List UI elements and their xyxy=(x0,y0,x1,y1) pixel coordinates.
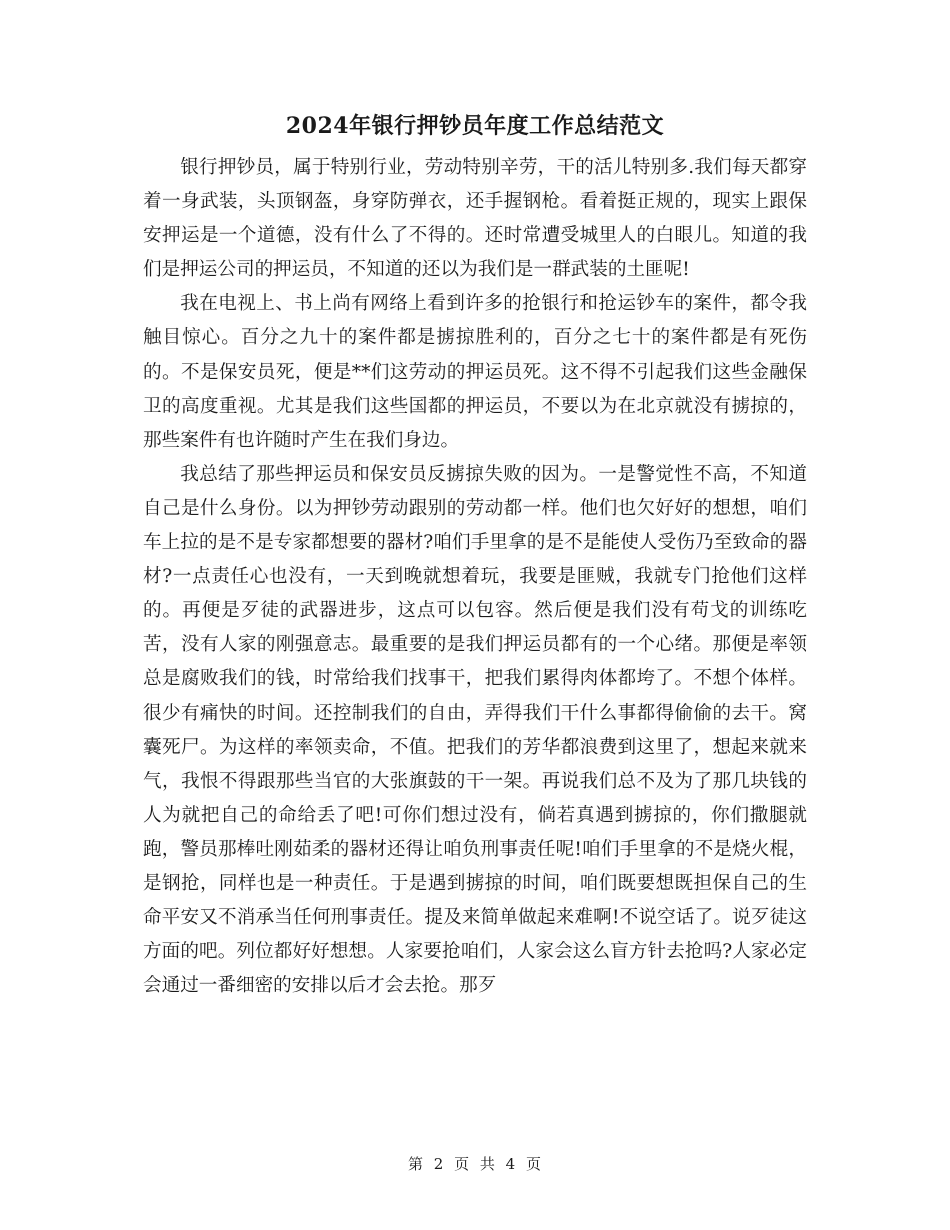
page-number-footer: 第 2 页 共 4 页 xyxy=(408,1155,542,1173)
document-body xyxy=(143,151,807,1003)
paragraph-3: 我总结了那些押运员和保安员反掳掠失败的因为。一是警觉性不高，不知道自己是什么身份。以为押钞劳动跟别的劳动都一样。他们也欠好好的想想，咱们车上拉的是不是专家都想要的器材?咱们手里拿的是不是能使人受伤乃至致命的器材?一点责任心也没有，一天到晚就想着玩，我要是匪贼，我就专门抢他们这样的。再便是歹徒的武器进步，这点可以包容。然后便是我们没有苟戈的训练吃苦，没有人家的刚强意志。最重要的是我们押运员都有的一个心绪。那便是率领总是腐败我们的钱，时常给我们找事干，把我们累得肉体都垮了。不想个体样。很少有痛快的时间。还控制我们的自由，弄得我们干什么事都得偷偷的去干。窝囊死尸。为这样的率领卖命，不值。把我们的芳华都浪费到这里了，想起来就来气，我恨不得跟那些当官的大张旗鼓的干一架。再说我们总不及为了那几块钱的人为就把自己的命给丢了吧!可你们想过没有，倘若真遇到掳掠的，你们撒腿就跑，警员那棒吐刚茹柔的器材还得让咱负刑事责任呢!咱们手里拿的不是烧火棍，是钢抢，同样也是一种责任。于是遇到掳掠的时间，咱们既要想既担保自己的生命平安又不消承当任何刑事责任。提及来简单做起来难啊!不说空话了。说歹徒这方面的吧。列位都好好想想。人家要抢咱们，人家会这么盲方针去抢吗?人家必定会通过一番细密的安排以后才会去抢。那歹 xyxy=(143,463,807,997)
document-title: 2024年银行押钞员年度工作总结范文 xyxy=(285,113,665,139)
paragraph-2: 我在电视上、书上尚有网络上看到许多的抢银行和抢运钞车的案件，都令我触目惊心。百分之九十的案件都是掳掠胜利的，百分之七十的案件都是有死伤的。不是保安员死，便是**们这劳动的押运员死。这不得不引起我们这些金融保卫的高度重视。尤其是我们这些国都的押运员，不要以为在北京就没有掳掠的，那些案件有也许随时产生在我们身边。 xyxy=(143,293,807,451)
paragraph-1: 银行押钞员，属于特别行业，劳动特别辛劳，干的活儿特别多.我们每天都穿着一身武装，头顶钢盔，身穿防弹衣，还手握钢枪。看着挺正规的，现实上跟保安押运是一个道德，没有什么了不得的。还时常遭受城里人的白眼儿。知道的我们是押运公司的押运员，不知道的还以为我们是一群武装的土匪呢! xyxy=(143,157,807,281)
